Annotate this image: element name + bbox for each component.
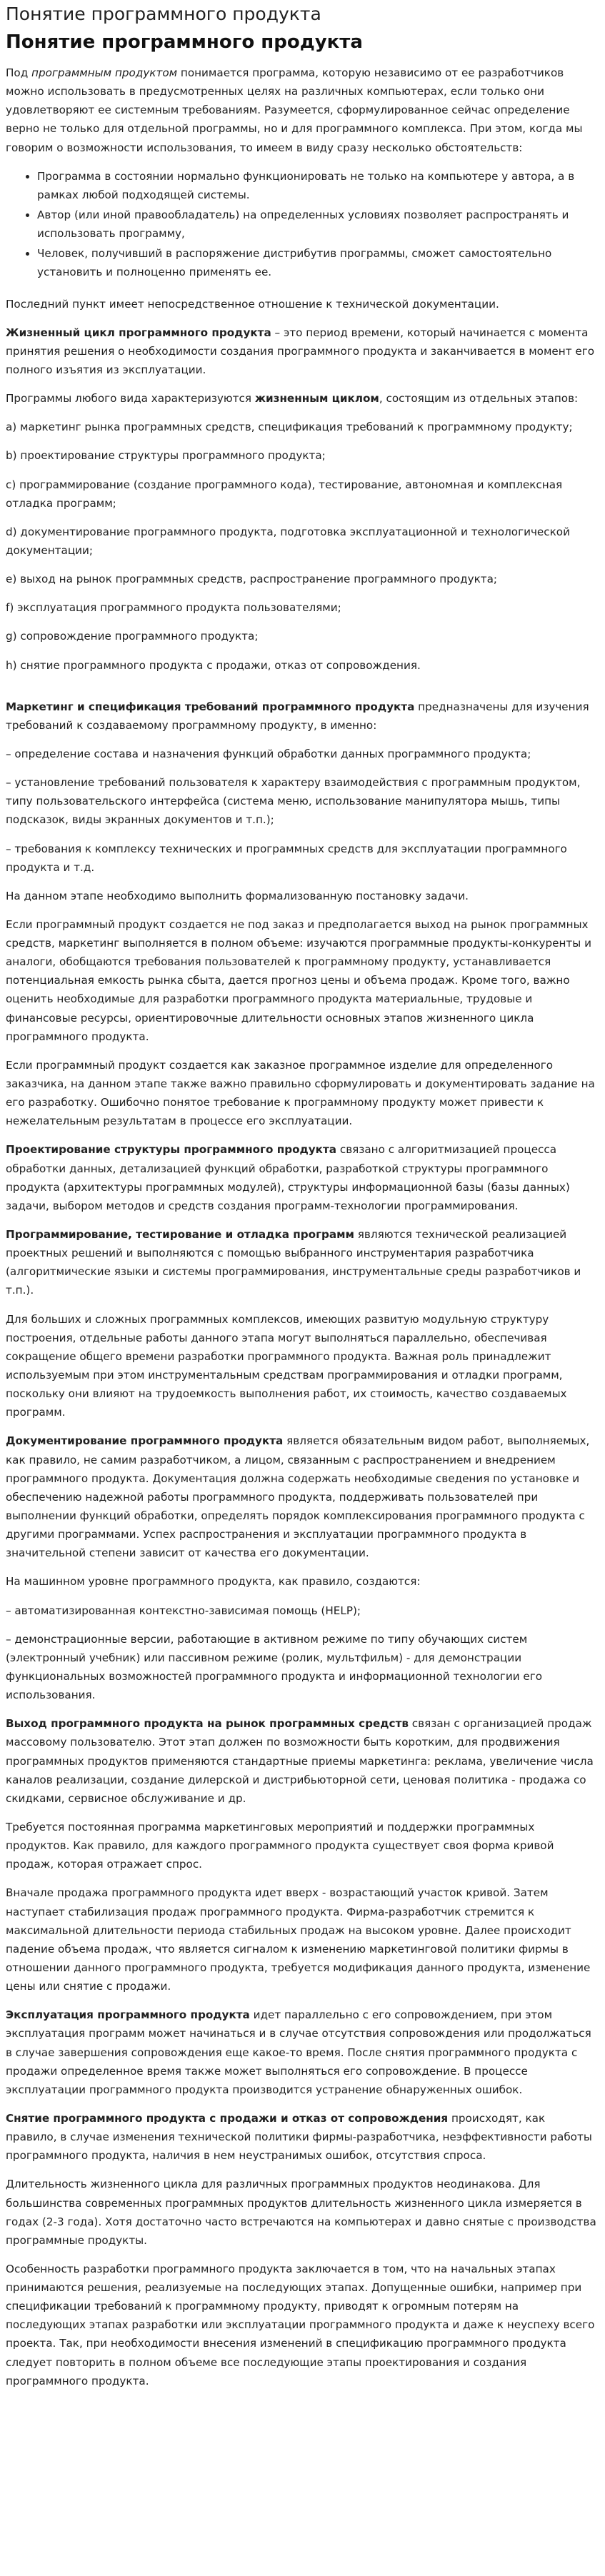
- market-term: Выход программного продукта на рынок программных средств: [6, 1717, 409, 1731]
- programming-term: Программирование, тестирование и отладка программ: [6, 1228, 354, 1242]
- design-text: связано с алгоритмизацией процесса обработки данных, детализацией функций обработки, разработкой структуры программного продукта (архитектуры программных модулей), структуры информационной базы (базы данных) задачи, выбором методов и средств создания программ-технологии программирования.: [6, 1143, 570, 1212]
- exploitation-text: идет параллельно с его сопровождением, при этом эксплуатация программ может начинаться и в случае отсутствия сопровождения или продолжаться в случае завершения сопровождения еще какое-то время. После снятия программного продукта с продажи определенное время также может выполняться его сопровождение. В процессе эксплуатации программного продукта производится устранение обнаруженных ошибок.: [6, 2008, 591, 2096]
- removal-text: происходят, как правило, в случае изменения технической политики фирмы-разработчика, неэффективности работы программного продукта, наличия в нем неустранимых ошибок, отсутствия спроса.: [6, 2111, 592, 2163]
- stage-item: b) проектирование структуры программного продукта;: [6, 449, 326, 463]
- usage-conditions-list: [6, 167, 599, 282]
- marketing-term: Маркетинг и спецификация требований программного продукта: [6, 700, 415, 713]
- stage-item: а) маркетинг рынка программных средств, спецификация требований к программному продукту;: [6, 421, 573, 434]
- stage-item: c) программирование (создание программного кода), тестирование, автономная и комплексная отладка программ;: [6, 478, 563, 510]
- documenting-term: Документирование программного продукта: [6, 1434, 284, 1448]
- design-term: Проектирование структуры программного продукта: [6, 1143, 337, 1157]
- stage-item: f) эксплуатация программного продукта пользователями;: [6, 601, 341, 615]
- stage-item: e) выход на рынок программных средств, распространение программного продукта;: [6, 573, 498, 586]
- custom-paragraph: Если программный продукт создается как заказное программное изделие для определенного заказчика, на данном этапе также важно правильно сформулировать и документировать задание на его разработку. Ошибочно понятое требование к программному продукту может привести к нежелательным результатам в процессе его эксплуатации.: [6, 1058, 595, 1128]
- lifecycle-term: Жизненный цикл программного продукта: [6, 326, 271, 339]
- stages-intro: [6, 389, 599, 408]
- machine-level-item: – демонстрационные версии, работающие в активном режиме по типу обучающих систем (электронный учебник) или пассивном режиме (ролик, мультфильм) - для демонстрации функциональных возможностей программного продукта и информационной технологии его использования.: [6, 1632, 543, 1702]
- sales-curve-paragraph: Вначале продажа программного продукта идет вверх - возрастающий участок кривой. Затем наступает стабилизация продаж программного продукта. Фирма-разработчик стремится к максимальной длительности периода стабильных продаж на высоком уровне. Далее происходит падение объема продаж, что является сигналом к изменению маркетинговой политики фирмы в отношении данного программного продукта, требуется модификация данного продукта, изменение цены или снятие с продажи.: [6, 1886, 591, 1993]
- market-text: связан с организацией продаж массовому пользователю. Этот этап должен по возможности быть коротким, для продвижения программных продуктов применяются стандартные приемы маркетинга: реклама, увеличение числа каналов реализации, создание дилерской и дистрибьюторной сети, ценовая политика - продажа со скидками, сервисное обслуживание и др.: [6, 1717, 594, 1805]
- stages-intro-term: жизненным циклом: [254, 392, 379, 406]
- required-paragraph: Требуется постоянная программа маркетинговых мероприятий и поддержки программных продуктов. Как правило, для каждого программного продукта существует своя форма кривой продаж, которая отражает спрос.: [6, 1820, 554, 1871]
- stage-item: d) документирование программного продукта, подготовка эксплуатационной и технологической документации;: [6, 525, 570, 557]
- list-item: • Автор (или иной правообладатель) на определенных условиях позволяет распространять и использовать программу,: [37, 206, 599, 243]
- lifecycle-text: – это период времени, который начинается с момента принятия решения о необходимости создания программного продукта и заканчивается в момент его полного изъятия из эксплуатации.: [6, 326, 594, 376]
- non-custom-paragraph: Если программный продукт создается не под заказ и предполагается выход на рынок программных средств, маркетинг выполняется в полном объеме: изучаются программные продукты-конкуренты и аналоги, обобщаются требования пользователей к программному продукту, устанавливается потенциальная емкость рынка сбыта, дается прогноз цены и объема продаж. Кроме того, важно оценить необходимые для разработки программного продукта материальные, трудовые и финансовые ресурсы, ориентировочные длительности основных этапов жизненного цикла программного продукта.: [6, 917, 591, 1043]
- large-complex-paragraph: Для больших и сложных программных комплексов, имеющих развитую модульную структуру построения, отдельные работы данного этапа могут выполняться параллельно, обеспечивая сокращение общего времени разработки программного продукта. Важная роль принадлежит используемым при этом инструментальным средствам программирования и отладки программ, поскольку они влияют на трудоемкость выполнения работ, их стоимость, качество создаваемых программ.: [6, 1312, 567, 1419]
- machine-level-paragraph: На машинном уровне программного продукта, как правило, создаются:: [6, 1575, 421, 1589]
- section-spacer: [6, 685, 599, 698]
- machine-level-item: – автоматизированная контекстно-зависимая помощь (HELP);: [6, 1604, 361, 1617]
- marketing-item: – установление требований пользователя к характеру взаимодействия с программным продуктом, типу пользовательского интерфейса (система меню, использование манипулятора мышь, типы подсказок, виды экранных документов и т.п.);: [6, 776, 581, 827]
- exploitation-paragraph: [6, 2006, 599, 2099]
- duration-paragraph: Длительность жизненного цикла для различных программных продуктов неодинакова. Для большинства современных программных продуктов длительность жизненного цикла измеряется в годах (2-3 года). Хотя достаточно часто встречаются на компьютерах и давно снятые с производства программные продукты.: [6, 2178, 596, 2247]
- documenting-text: является обязательным видом работ, выполняемых, как правило, не самим разработчиком, а лицом, связанным с распространением и внедрением программного продукта. Документация должна содержать необходимые сведения по установке и обеспечению надежной работы программного продукта, поддерживать пользователей при выполнении функций обработки, определять порядок комплексирования программного продукта с другими программами. Успех распространения и эксплуатации программного продукта в значительной степени зависит от качества его документации.: [6, 1434, 590, 1560]
- marketing-item: – требования к комплексу технических и программных средств для эксплуатации программного продукта и т.д.: [6, 842, 567, 874]
- list-item: • Человек, получивший в распоряжение дистрибутив программы, сможет самостоятельно установить и полноценно применять ее.: [37, 244, 599, 281]
- market-paragraph: [6, 1714, 599, 1808]
- formalize-paragraph: На данном этапе необходимо выполнить формализованную постановку задачи.: [6, 889, 469, 902]
- programming-text: являются технической реализацией проектных решений и выполняются с помощью выбранного инструментария разработчика (алгоритмические языки и системы программирования, инструментальные среды разработчиков и т.п.).: [6, 1228, 581, 1297]
- lifecycle-definition: [6, 323, 599, 379]
- marketing-text: предназначены для изучения требований к создаваемому программному продукту, в именно:: [6, 700, 589, 732]
- intro-emphasis: программным продуктом: [31, 66, 178, 79]
- documenting-paragraph: [6, 1432, 599, 1562]
- feature-paragraph: Особенность разработки программного продукта заключается в том, что на начальных этапах принимаются решения, реализуемые на последующих этапах. Допущенные ошибки, например при спецификации требований к программному продукту, приводят к огромным потерям на последующих этапах разработки или эксплуатации программного продукта и даже к неуспеху всего проекта. Так, при необходимости внесения изменений в спецификацию программного продукта следует повторить в полном объеме все последующие этапы проектирования и создания программного продукта.: [6, 2262, 595, 2388]
- marketing-paragraph: [6, 698, 599, 735]
- page-title: Понятие программного продукта: [6, 4, 321, 24]
- stages-intro-post: , состоящим из отдельных этапов:: [379, 392, 579, 406]
- design-paragraph: [6, 1140, 599, 1215]
- marketing-item: – определение состава и назначения функций обработки данных программного продукта;: [6, 747, 531, 760]
- list-item: • Программа в состоянии нормально функционировать не только на компьютере у автора, а в рамках любой подходящей системы.: [37, 167, 599, 204]
- intro-post: понимается программа, которую независимо от ее разработчиков можно использовать в предусмотренных целях на различных компьютерах, если только они удовлетворяют ее системным требованиям. Разумеется, сформулированное сейчас определение верно не только для отдельной программы, но и для программного комплекса. При этом, когда мы говорим о возможности использования, то имеем в виду сразу несколько обстоятельств:: [6, 66, 583, 154]
- removal-term: Снятие программного продукта с продажи и отказ от сопровождения: [6, 2111, 449, 2125]
- exploitation-term: Эксплуатация программного продукта: [6, 2008, 250, 2022]
- intro-pre: Под: [6, 66, 32, 79]
- programming-paragraph: [6, 1225, 599, 1300]
- last-point-paragraph: Последний пункт имеет непосредственное отношение к технической документации.: [6, 297, 499, 311]
- intro-paragraph: [6, 64, 599, 157]
- stage-item: g) сопровождение программного продукта;: [6, 630, 259, 643]
- article-title: Понятие программного продукта: [6, 31, 363, 53]
- stage-item: h) снятие программного продукта с продажи, отказ от сопровождения.: [6, 658, 421, 672]
- stages-intro-pre: Программы любого вида характеризуются: [6, 392, 255, 406]
- removal-paragraph: [6, 2109, 599, 2165]
